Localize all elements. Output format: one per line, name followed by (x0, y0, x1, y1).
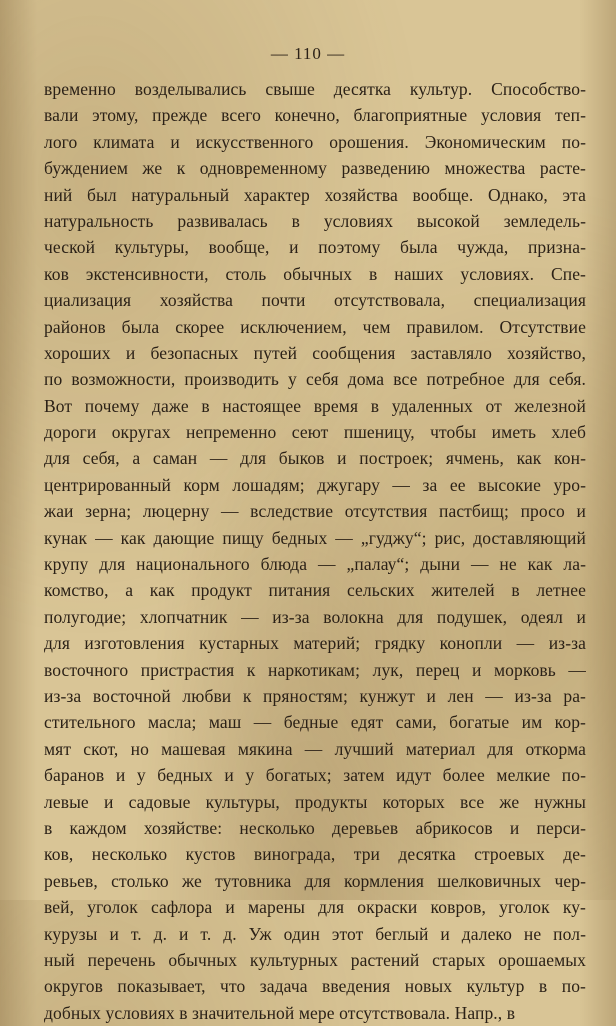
text-line: восточного пристрастия к наркотикам; лук, перец и морковь — (44, 659, 586, 680)
text-line: жаи зерна; люцерну — вследствие отсутствия пастбищ; просо и (44, 501, 586, 522)
text-line: для изготовления кустарных материй; грядку конопли — из-за (44, 633, 586, 654)
text-line: ний был натуральный характер хозяйства вообще. Однако, эта (44, 184, 586, 205)
text-line: баранов и у бедных и у богатых; затем идут более мелкие по- (44, 765, 586, 786)
text-line: мят скот, но машевая мякина — лучший материал для откорма (44, 738, 586, 759)
text-line: ков экстенсивности, столь обычных в наших условиях. Спе- (44, 263, 586, 284)
text-line: из-за восточной любви к пряностям; кунжут и лен — из-за ра- (44, 685, 586, 706)
text-line: ков, несколько кустов винограда, три десятка строевых де- (44, 844, 586, 865)
text-line: по возможности, производить у себя дома все потребное для себя. (44, 369, 586, 390)
text-line: курузы и т. д. и т. д. Уж один этот беглый и далеко не пол- (44, 923, 586, 944)
text-line: лого климата и искусственного орошения. Экономическим по- (44, 131, 586, 152)
text-line: для себя, а саман — для быков и построек; ячмень, как кон- (44, 448, 586, 469)
text-line: временно возделывались свыше десятка культур. Способство- (44, 79, 586, 99)
text-line: буждением же к одновременному разведению множества расте- (44, 158, 586, 179)
text-line: ревьев, столько же тутовника для кормления шелковичных чер- (44, 870, 586, 891)
text-line: центрированный корм лошадям; джугару — за ее высокие уро- (44, 474, 586, 495)
text-line: дороги округах непременно сеют пшеницу, чтобы иметь хлеб (44, 422, 586, 443)
page-number: — 110 — (270, 44, 346, 63)
text-line: циализация хозяйства почти отсутствовала, специализация (44, 290, 586, 311)
text-line: районов была скорее исключением, чем правилом. Отсутствие (44, 316, 586, 337)
body-text (44, 76, 586, 1026)
text-line: округов показывает, что задача введения новых культур в по- (44, 976, 586, 997)
text-line: ный перечень обычных культурных растений старых орошаемых (44, 949, 586, 970)
text-line: комство, а как продукт питания сельских жителей в летнее (44, 580, 586, 601)
text-line: кунак — как дающие пищу бедных — „гуджу“; рис, доставляющий (44, 527, 586, 548)
text-line: натуральность развивалась в условиях высокой земледель- (44, 210, 586, 231)
text-line: стительного масла; маш — бедные едят сами, богатые им кор- (44, 712, 586, 733)
text-line: полугодие; хлопчатник — из-за волокна для подушек, одеял и (44, 606, 586, 627)
text-line: хороших и безопасных путей сообщения заставляло хозяйство, (44, 342, 586, 363)
text-line: в каждом хозяйстве: несколько деревьев абрикосов и перси- (44, 817, 586, 838)
text-line: вали этому, прежде всего конечно, благоприятные условия теп- (44, 105, 586, 126)
text-line: добных условиях в значительной мере отсутствовала. Напр., в (44, 1002, 516, 1023)
text-line: вей, уголок сафлора и марены для окраски ковров, уголок ку- (44, 897, 586, 918)
text-line: левые и садовые культуры, продукты которых все же нужны (44, 791, 586, 812)
text-line: Вот почему даже в настоящее время в удаленных от железной (44, 395, 586, 416)
text-line: крупу для национального блюда — „палау“; дыни — не как ла- (44, 554, 586, 575)
text-line: ческой культуры, вообще, и поэтому была чужда, призна- (44, 237, 586, 258)
